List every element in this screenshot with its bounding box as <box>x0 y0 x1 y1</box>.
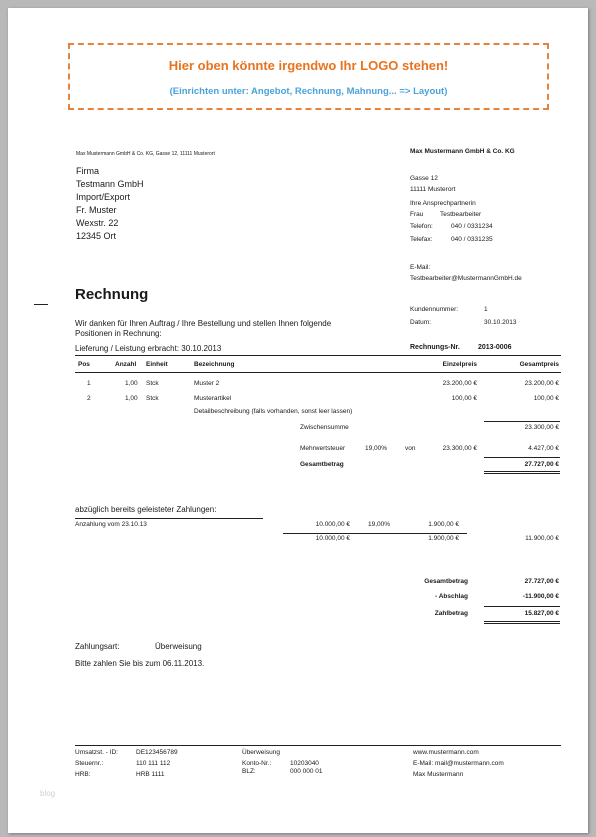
row-desc: Muster 2 <box>194 380 220 387</box>
row-qty: 1,00 <box>125 395 138 402</box>
recipient-line: Fr. Muster <box>76 205 117 215</box>
final-double-rule <box>484 621 560 622</box>
invoice-date: 30.10.2013 <box>484 319 517 326</box>
footer-account: 10203040 <box>290 760 319 767</box>
row-pos: 1 <box>87 380 91 387</box>
footer-bank-label: Überweisung <box>242 749 280 756</box>
subtotal-rule <box>484 421 560 422</box>
payments-heading: abzüglich bereits geleisteter Zahlungen: <box>75 505 217 514</box>
page-title: Rechnung <box>75 286 149 303</box>
subtotal-value: 23.300,00 € <box>524 424 559 431</box>
col-header-pos: Pos <box>78 361 90 368</box>
payment-due: Bitte zahlen Sie bis zum 06.11.2013. <box>75 659 205 668</box>
payment-label: Anzahlung vom 23.10.13 <box>75 521 147 528</box>
recipient-line: Wexstr. 22 <box>76 218 119 228</box>
footer-taxid: DE123456789 <box>136 749 178 756</box>
table-header-rule <box>75 372 561 373</box>
gross-rule <box>484 457 560 458</box>
row-detail: Detailbeschreibung (falls vorhanden, sonst leer lassen) <box>194 408 353 415</box>
row-pos: 2 <box>87 395 91 402</box>
final-minus-value: -11.900,00 € <box>522 593 559 600</box>
col-header-total: Gesamtpreis <box>519 361 559 368</box>
row-qty: 1,00 <box>125 380 138 387</box>
contact-salutation: Frau <box>410 211 424 218</box>
recipient-line: Import/Export <box>76 192 131 202</box>
row-price: 100,00 € <box>451 395 477 402</box>
payment-rate: 19,00% <box>368 521 391 528</box>
footer-account-label: Konto-Nr.: <box>242 760 272 767</box>
email-label: E-Mail: <box>410 264 431 271</box>
delivery-date: Lieferung / Leistung erbracht: 30.10.2013 <box>75 344 222 353</box>
fax-label: Telefax: <box>410 236 433 243</box>
sender-line: Max Mustermann GmbH & Co. KG, Gasse 12, 11111 Musterort <box>76 151 215 157</box>
recipient-line: 12345 Ort <box>76 231 117 241</box>
row-price: 23.200,00 € <box>442 380 477 387</box>
footer-hrb-label: HRB: <box>75 771 91 778</box>
payment-net: 10.000,00 € <box>315 521 350 528</box>
invoice-number: 2013-0006 <box>478 344 512 351</box>
intro-text: Wir danken für Ihren Auftrag / Ihre Bestellung und stellen Ihnen folgende <box>75 319 332 328</box>
logo-subline: (Einrichten unter: Angebot, Rechnung, Mahnung... => Layout) <box>169 86 448 97</box>
footer-blz: 000 000 01 <box>290 768 323 775</box>
payment-tax: 1.900,00 € <box>428 521 459 528</box>
vat-rate: 19,00% <box>365 445 388 452</box>
date-label: Datum: <box>410 319 431 326</box>
phone-label: Telefon: <box>410 223 433 230</box>
company-street: Gasse 12 <box>410 175 438 182</box>
vat-von: von <box>405 445 416 452</box>
final-gross-value: 27.727,00 € <box>524 578 559 585</box>
gross-double-rule <box>484 471 560 472</box>
payment-method-label: Zahlungsart: <box>75 642 120 651</box>
vat-base: 23.300,00 € <box>442 445 477 452</box>
logo-placeholder <box>68 43 549 110</box>
payment-method: Überweisung <box>155 642 202 651</box>
payments-sum-rule <box>283 533 467 534</box>
col-header-unit: Einheit <box>146 361 168 368</box>
final-minus-label: - Abschlag <box>435 593 468 600</box>
footer-hrb: HRB 1111 <box>136 771 165 778</box>
payments-rule <box>75 518 263 519</box>
invoice-page <box>8 8 588 833</box>
customer-number-label: Kundennummer: <box>410 306 459 313</box>
footer-taxno-label: Steuernr.: <box>75 760 104 767</box>
payment-sum-net: 10.000,00 € <box>315 535 350 542</box>
final-gross-label: Gesamtbetrag <box>424 578 468 585</box>
row-total: 100,00 € <box>533 395 559 402</box>
fax-value: 040 / 0331235 <box>451 236 493 243</box>
footer-taxno: 110 111 112 <box>136 760 171 767</box>
watermark: blog <box>40 789 56 798</box>
recipient-line: Testmann GmbH <box>76 179 144 189</box>
fold-mark <box>34 304 48 305</box>
table-top-rule <box>75 355 561 356</box>
footer-taxid-label: Umsatzst. - ID: <box>75 749 118 756</box>
col-header-qty: Anzahl <box>115 361 137 368</box>
contact-name: Testbearbeiter <box>440 211 482 218</box>
final-pay-value: 15.827,00 € <box>524 610 559 617</box>
gross-double-rule <box>484 473 560 474</box>
footer-blz-label: BLZ: <box>242 768 256 775</box>
gross-label: Gesamtbetrag <box>300 461 344 468</box>
payment-sum-gross: 11.900,00 € <box>525 535 559 542</box>
final-double-rule <box>484 623 560 624</box>
contact-label: Ihre Ansprechpartnerin <box>410 200 476 207</box>
recipient-line: Firma <box>76 166 99 176</box>
footer-web: www.mustermann.com <box>413 749 479 756</box>
payment-sum-tax: 1.900,00 € <box>428 535 459 542</box>
final-rule <box>484 606 560 607</box>
row-desc: Musterartikel <box>194 395 232 402</box>
final-pay-label: Zahlbetrag <box>434 610 468 617</box>
col-header-desc: Bezeichnung <box>194 361 235 368</box>
company-city: 11111 Musterort <box>410 186 456 193</box>
vat-value: 4.427,00 € <box>528 445 559 452</box>
gross-value: 27.727,00 € <box>524 461 559 468</box>
row-unit: Stck <box>146 395 159 402</box>
email-value: Testbearbeiter@MustermannGmbH.de <box>410 275 522 282</box>
subtotal-label: Zwischensumme <box>300 424 349 431</box>
invoice-number-label: Rechnungs-Nr. <box>410 344 460 351</box>
row-unit: Stck <box>146 380 159 387</box>
col-header-price: Einzelpreis <box>442 361 477 368</box>
logo-headline: Hier oben könnte irgendwo Ihr LOGO stehen! <box>168 58 449 73</box>
company-name: Max Mustermann GmbH & Co. KG <box>410 148 515 155</box>
footer-owner: Max Mustermann <box>413 771 464 778</box>
vat-label: Mehrwertsteuer <box>300 445 346 452</box>
footer-rule <box>75 745 561 746</box>
footer-email: E-Mail: mail@mustermann.com <box>413 760 504 767</box>
row-total: 23.200,00 € <box>524 380 559 387</box>
phone-value: 040 / 0331234 <box>451 223 493 230</box>
customer-number: 1 <box>484 306 488 313</box>
intro-text: Positionen in Rechnung: <box>75 329 162 338</box>
